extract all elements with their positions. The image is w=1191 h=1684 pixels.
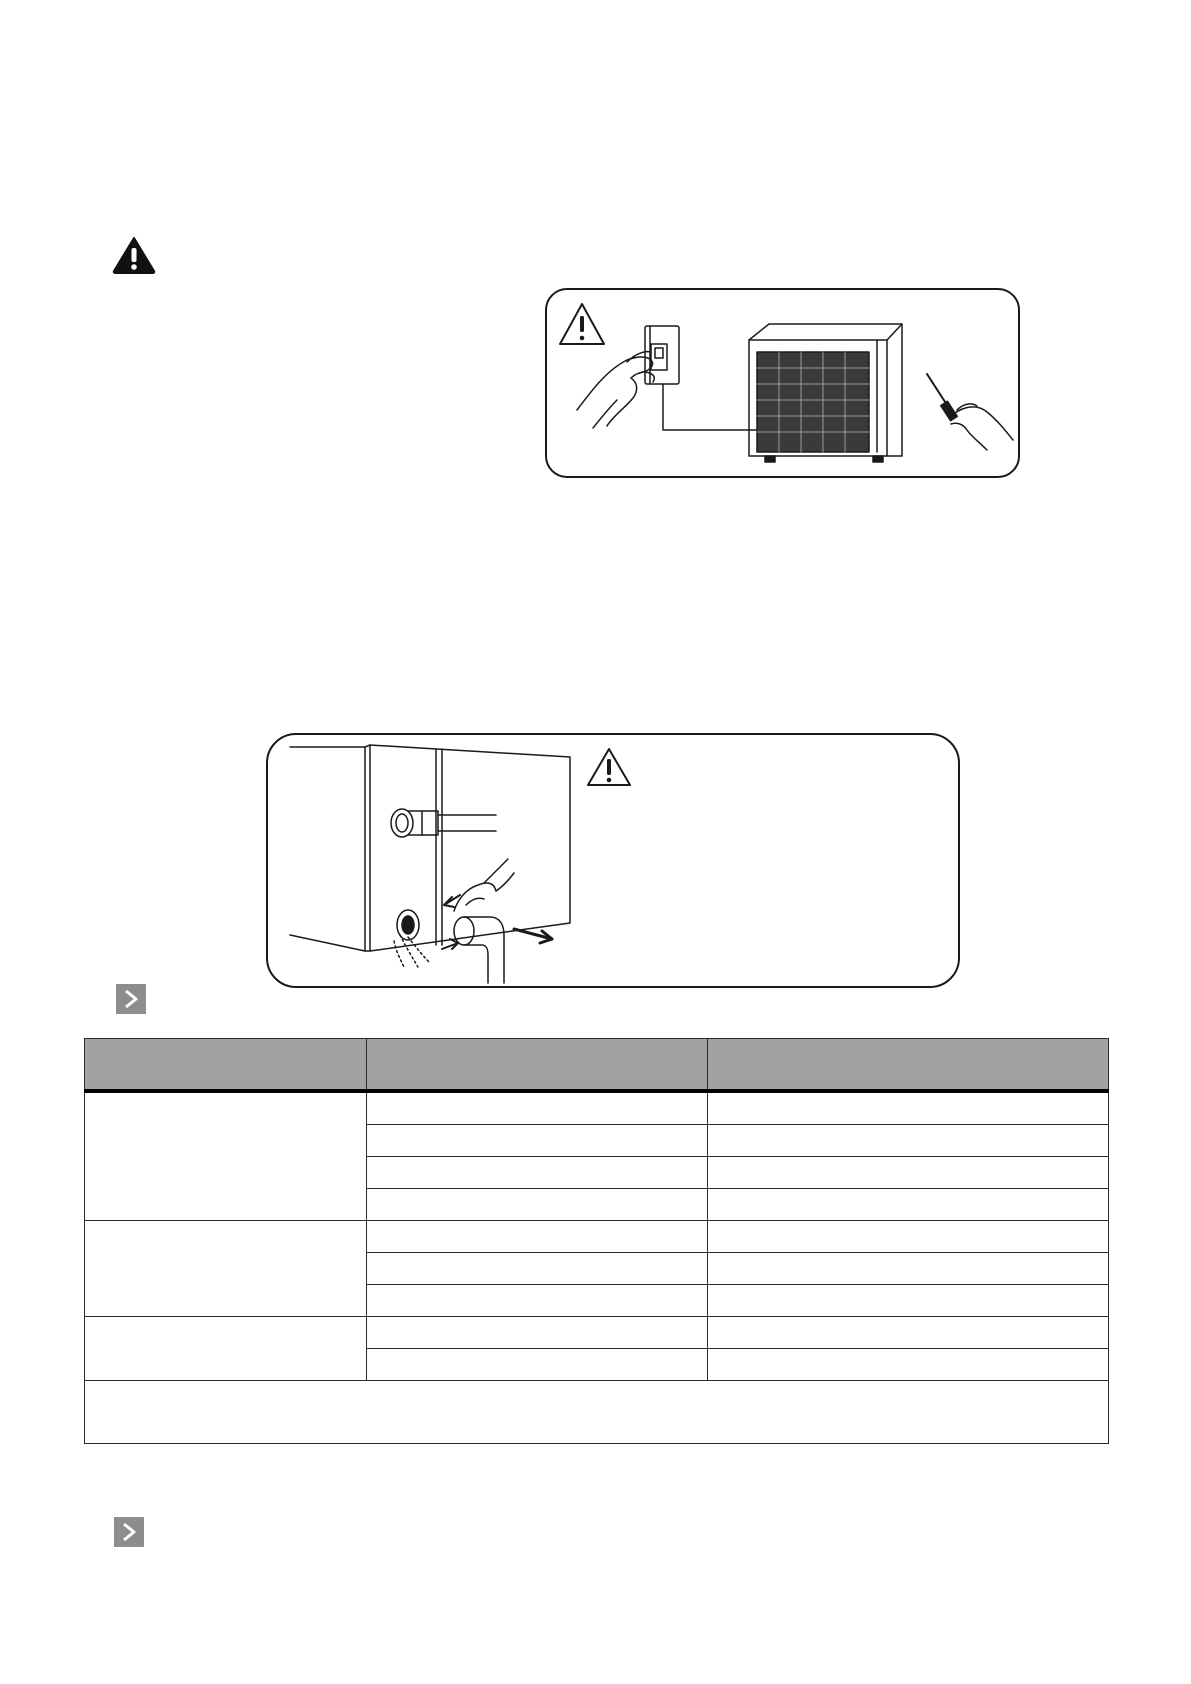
column-header: [708, 1039, 1109, 1092]
warning-icon: [112, 236, 156, 274]
table-cell: [367, 1125, 708, 1157]
table-note: [85, 1381, 1109, 1444]
table-cell: [708, 1285, 1109, 1317]
column-header: [85, 1039, 367, 1092]
table-cell: [708, 1221, 1109, 1253]
table-row: [85, 1317, 1109, 1349]
heat-pump-unit: [749, 324, 902, 462]
breaker-switch-icon: [645, 326, 679, 384]
table-cell: [708, 1253, 1109, 1285]
hand-icon: [577, 352, 654, 428]
table-cell: [367, 1285, 708, 1317]
table-note-row: [85, 1381, 1109, 1444]
table-cell: [708, 1317, 1109, 1349]
table-cell: [708, 1189, 1109, 1221]
arrow-icon: [442, 895, 552, 949]
heat-pump-side-view: [290, 745, 570, 951]
table-cell: [708, 1349, 1109, 1381]
water-inlet-connector: [391, 809, 496, 837]
maintenance-table: [84, 1038, 1109, 1444]
table-cell: [85, 1317, 367, 1381]
table-cell: [367, 1221, 708, 1253]
table-header-row: [85, 1039, 1109, 1092]
table-cell: [367, 1253, 708, 1285]
warning-icon: [560, 304, 604, 344]
table-cell: [708, 1157, 1109, 1189]
table-cell: [708, 1091, 1109, 1125]
hand-icon: [454, 859, 514, 911]
hand-icon: [949, 404, 1013, 450]
table-row: [85, 1221, 1109, 1253]
table-cell: [367, 1157, 708, 1189]
table-cell: [367, 1317, 708, 1349]
water-outlet-connector: [394, 910, 430, 967]
figure-disconnect-power: [545, 288, 1020, 478]
table-cell: [367, 1349, 708, 1381]
table-row: [85, 1091, 1109, 1125]
chevron-right-icon: [114, 1517, 144, 1547]
table-cell: [367, 1091, 708, 1125]
table-cell: [85, 1091, 367, 1221]
column-header: [367, 1039, 708, 1092]
table-cell: [85, 1221, 367, 1317]
elbow-fitting: [454, 917, 504, 983]
table-cell: [708, 1125, 1109, 1157]
chevron-right-icon: [116, 984, 146, 1014]
warning-icon: [588, 749, 630, 785]
figure-drain-water: [266, 733, 960, 988]
table-cell: [367, 1189, 708, 1221]
